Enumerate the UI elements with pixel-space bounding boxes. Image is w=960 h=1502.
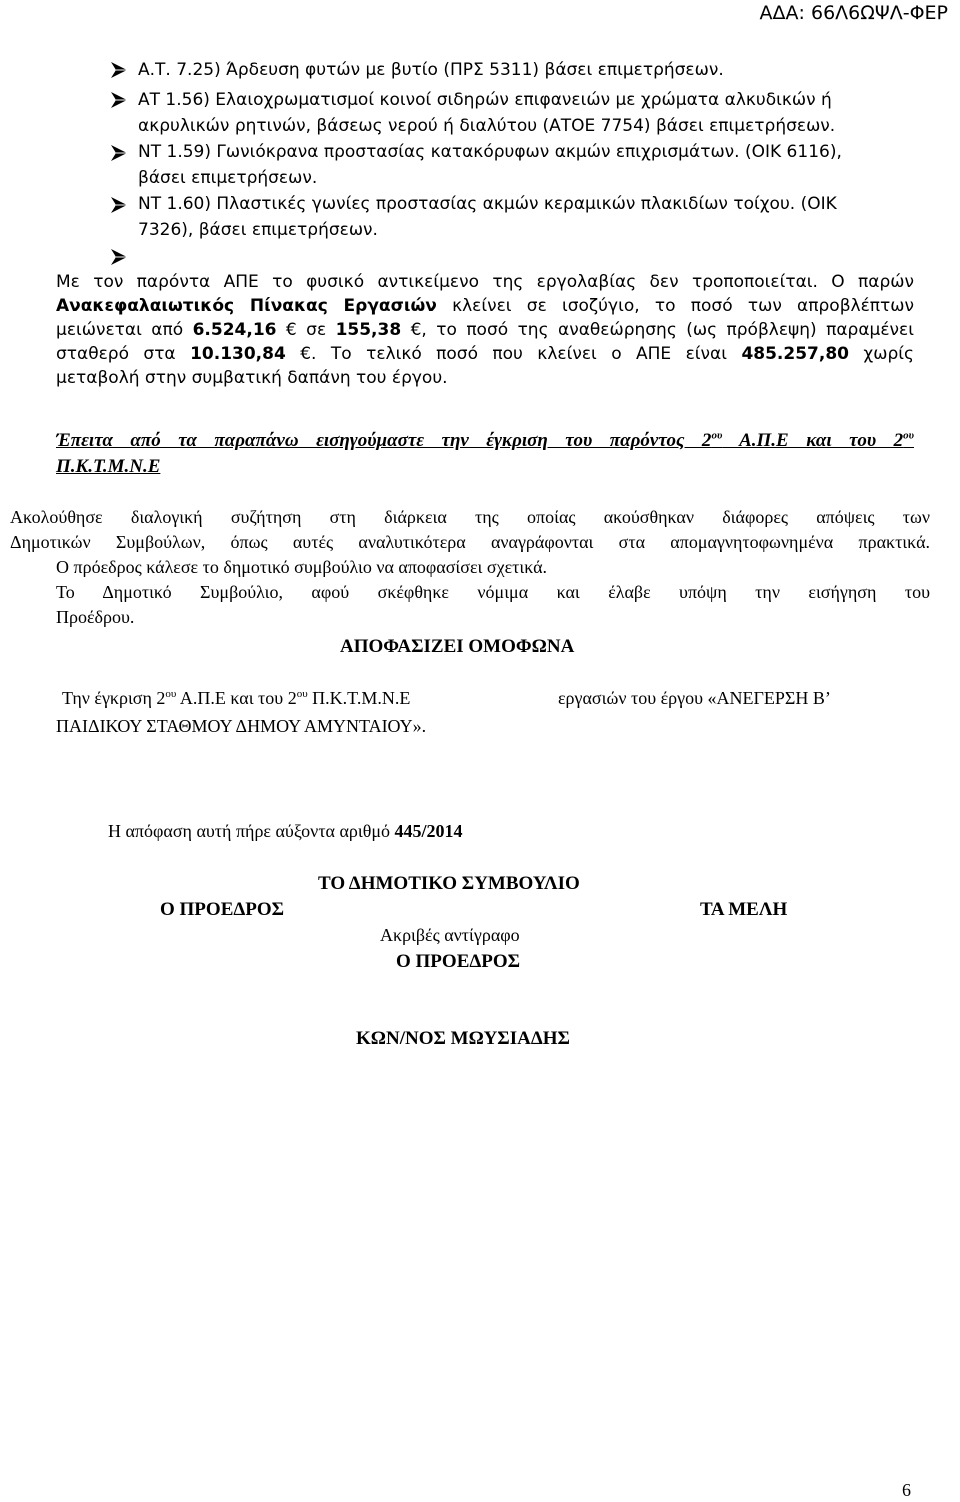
bullet-item: ΝΤ 1.59) Γωνιόκρανα προστασίας κατακόρυφων ακμών επιχρισμάτων. (ΟΙΚ 6116),: [138, 142, 842, 162]
summary-text: σταθερό στα: [56, 344, 191, 364]
approval-text: Την έγκριση 2: [62, 688, 166, 708]
president-name: ΚΩΝ/ΝΟΣ ΜΩΥΣΙΑΔΗΣ: [356, 1028, 570, 1049]
proposal-text: Α.Π.Ε και του 2: [722, 430, 904, 451]
arrow-bullet-icon: [108, 89, 130, 111]
document-code: ΑΔΑ: 66Λ6ΩΨΛ-ΦΕΡ: [759, 2, 948, 24]
summary-line: [56, 318, 914, 342]
bullet-item-continuation: ακρυλικών ρητινών, βάσεως νερού ή διαλύτου (ΑΤΟΕ 7754) βάσει επιμετρήσεων.: [138, 116, 836, 136]
arrow-bullet-icon: [108, 194, 130, 216]
approval-text: Α.Π.Ε και του 2: [176, 688, 297, 708]
council-signature-title: ΤΟ ΔΗΜΟΤΙΚΟ ΣΥΜΒΟΥΛΙΟ: [318, 873, 580, 894]
summary-line: [56, 294, 914, 318]
proposal-statement: [56, 428, 914, 480]
approval-line: [62, 688, 410, 709]
amount-value: 10.130,84: [190, 344, 286, 364]
bullet-item: ΑΤ 1.56) Ελαιοχρωματισμοί κοινοί σιδηρών επιφανειών με χρώματα αλκυδικών ή: [138, 90, 832, 110]
true-copy-label: Ακριβές αντίγραφο: [380, 925, 520, 945]
page-number: 6: [902, 1480, 911, 1500]
decision-number-line: [108, 821, 463, 842]
president-signature-title: Ο ΠΡΟΕΔΡΟΣ: [160, 899, 285, 920]
summary-text: κλείνει σε ισοζύγιο, το ποσό των απροβλέπτων: [436, 296, 914, 316]
amount-value: 6.524,16: [192, 320, 277, 340]
discussion-paragraph: [10, 505, 930, 630]
discussion-line: Ο πρόεδρος κάλεσε το δημοτικό συμβούλιο να αποφασίσει σχετικά.: [56, 557, 548, 577]
approval-project-text: εργασιών του έργου «ΑΝΕΓΕΡΣΗ Β’: [558, 688, 831, 708]
ordinal-suffix: ου: [903, 429, 914, 442]
bullet-item: ΝΤ 1.60) Πλαστικές γωνίες προστασίας ακμών κεραμικών πλακιδίων τοίχου. (ΟΙΚ: [138, 194, 837, 214]
amount-value: 485.257,80: [741, 344, 849, 364]
arrow-bullet-icon: [108, 59, 130, 81]
approval-project-name: ΠΑΙΔΙΚΟΥ ΣΤΑΘΜΟΥ ΔΗΜΟΥ ΑΜΥΝΤΑΙΟΥ».: [56, 716, 427, 736]
summary-text: € σε: [276, 320, 336, 340]
summary-paragraph: [56, 270, 914, 390]
amount-value: 155,38: [335, 320, 402, 340]
summary-line: Με τον παρόντα ΑΠΕ το φυσικό αντικείμενο της εργολαβίας δεν τροποποιείται. Ο παρών: [56, 272, 914, 292]
members-signature-title: ΤΑ ΜΕΛΗ: [700, 899, 788, 920]
bullet-item: Α.Τ. 7.25) Άρδευση φυτών με βυτίο (ΠΡΣ 5311) βάσει επιμετρήσεων.: [138, 60, 724, 80]
discussion-line: Ακολούθησε διαλογική συζήτηση στη διάρκεια της οποίας ακούσθηκαν διάφορες απόψεις των: [10, 507, 930, 527]
summary-bold-text: Ανακεφαλαιωτικός Πίνακας Εργασιών: [56, 296, 437, 316]
decision-heading: ΑΠΟΦΑΣΙΖΕΙ ΟΜΟΦΩΝΑ: [340, 636, 575, 657]
summary-line: μεταβολή στην συμβατική δαπάνη του έργου.: [56, 368, 448, 388]
decision-number: 445/2014: [394, 821, 463, 841]
president-signature-title-2: Ο ΠΡΟΕΔΡΟΣ: [396, 951, 521, 972]
arrow-bullet-icon: [108, 142, 130, 164]
bullet-item-continuation: 7326), βάσει επιμετρήσεων.: [138, 220, 378, 240]
proposal-text: Έπειτα από τα παραπάνω εισηγούμαστε την έγκριση του παρόντος 2: [56, 430, 712, 451]
ordinal-suffix: ου: [296, 688, 308, 700]
approval-text: Π.Κ.Τ.Μ.Ν.Ε: [307, 688, 411, 708]
discussion-line: Το Δημοτικό Συμβούλιο, αφού σκέφθηκε νόμιμα και έλαβε υπόψη την εισήγηση του: [56, 582, 930, 602]
summary-text: μειώνεται από: [56, 320, 193, 340]
ordinal-suffix: ου: [165, 688, 177, 700]
proposal-line: Π.Κ.Τ.Μ.Ν.Ε: [56, 456, 161, 477]
arrow-bullet-icon: [108, 246, 130, 268]
summary-text: €, το ποσό της αναθεώρησης (ως πρόβλεψη) παραμένει: [401, 320, 914, 340]
summary-text: €. Το τελικό ποσό που κλείνει ο ΑΠΕ είναι: [285, 344, 742, 364]
ordinal-suffix: ου: [711, 429, 723, 442]
proposal-line: [56, 428, 914, 454]
bullet-item-continuation: βάσει επιμετρήσεων.: [138, 168, 318, 188]
discussion-line: Δημοτικών Συμβούλων, όπως αυτές αναλυτικότερα αναγράφονται στα απομαγνητοφωνημένα πρακτικά.: [10, 532, 930, 552]
summary-text: χωρίς: [848, 344, 914, 364]
discussion-line: Προέδρου.: [56, 607, 135, 627]
summary-line: [56, 342, 914, 366]
decision-number-text: Η απόφαση αυτή πήρε αύξοντα αριθμό: [108, 821, 395, 841]
